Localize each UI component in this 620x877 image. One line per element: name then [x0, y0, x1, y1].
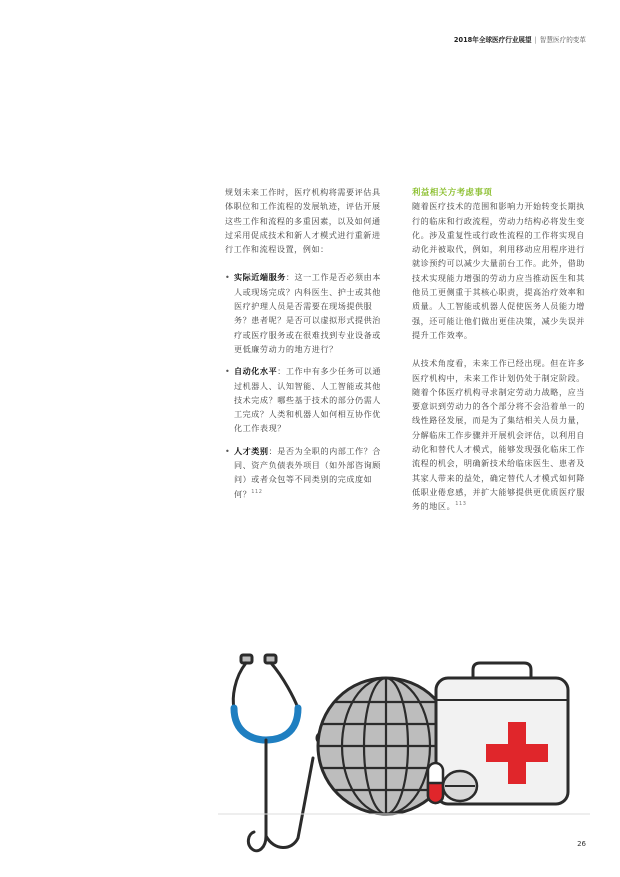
- bullet-term: 实际近端服务: [234, 272, 286, 283]
- list-item-talent: [225, 444, 383, 501]
- bullet-term: 自动化水平: [234, 366, 278, 377]
- bullet-text: ：这一工作是否必须由本人或现场完成？内科医生、护士或其他医疗护理人员是否需要在现场提供服务？患者呢？是否可以虚拟形式提供治疗或医疗服务或在很难找到专业设备或更低廉劳动力的地方进行？: [234, 272, 381, 354]
- footnote-ref: 113: [455, 501, 467, 508]
- list-item-automation: [225, 364, 383, 435]
- body-paragraph-2: [412, 356, 588, 513]
- section-heading: 利益相关方考虑事项: [412, 187, 493, 197]
- header-separator: |: [534, 36, 537, 44]
- body-paragraph-2-text: 从技术角度看，未来工作已经出现。但在许多医疗机构中，未来工作计划仍处于制定阶段。随着个体医疗机构寻求制定劳动力战略，应当要意识到劳动力的各个部分将不会沿着单一的线性路径发展，而是为了集结相关人员力量，分解临床工作步骤并开展机会评估，以利用自动化和替代人才模式，能够发现强化临床工作流程的机会，明确新技术给临床医生、患者及其家人带来的益处，确定替代人才模式如何降低职业倦怠感，并扩大能够提供更优质医疗服务的地区。: [412, 358, 585, 512]
- pill-capsule-icon: [428, 763, 443, 803]
- footnote-ref: 112: [251, 488, 263, 495]
- bullet-term: 人才类别: [234, 445, 269, 456]
- report-subtitle: 智慧医疗的变革: [539, 36, 586, 44]
- report-title: 2018年全球医疗行业展望: [453, 36, 532, 44]
- stethoscope-icon: [233, 655, 327, 851]
- intro-paragraph: 规划未来工作时，医疗机构将需要评估具体职位和工作流程的发展轨迹，评估开展这些工作和流程的多重因素，以及如何通过采用促成技术和新人才模式进行重新进行工作和流程设置，例如：: [225, 187, 381, 255]
- pill-tablet-icon: [443, 771, 477, 801]
- left-column: [225, 185, 383, 509]
- page-number: 26: [577, 840, 586, 848]
- factor-list: [225, 270, 383, 500]
- list-item-proximity: [225, 270, 383, 356]
- running-header: [454, 34, 586, 44]
- body-paragraph-1: 随着医疗技术的范围和影响力开始转变长期执行的临床和行政流程，劳动力结构必将发生变化。涉及重复性或行政性流程的工作将实现自动化并被取代，例如，利用移动应用程序进行就诊预约可以减少大量前台工作。此外，借助技术实现能力增强的劳动力应当推动医生和其他员工更侧重于其核心职责，提高治疗效率和质量。人工智能或机器人促使医务人员能力增强，还可能让他们做出更佳决策，减少失误并提升工作效率。: [412, 201, 585, 340]
- bullet-text: ：是否为全职的内部工作？合同、资产负债表外项目（如外部咨询顾问）或者众包等不同类别的完成度如何？: [234, 445, 381, 499]
- bullet-text: ：工作中有多少任务可以通过机器人、认知智能、人工智能或其他技术完成？哪些基于技术的部分仍需人工完成？人类和机器人如何相互协作优化工作表现？: [234, 366, 381, 434]
- right-column: [412, 185, 588, 528]
- medical-illustration: [218, 646, 590, 876]
